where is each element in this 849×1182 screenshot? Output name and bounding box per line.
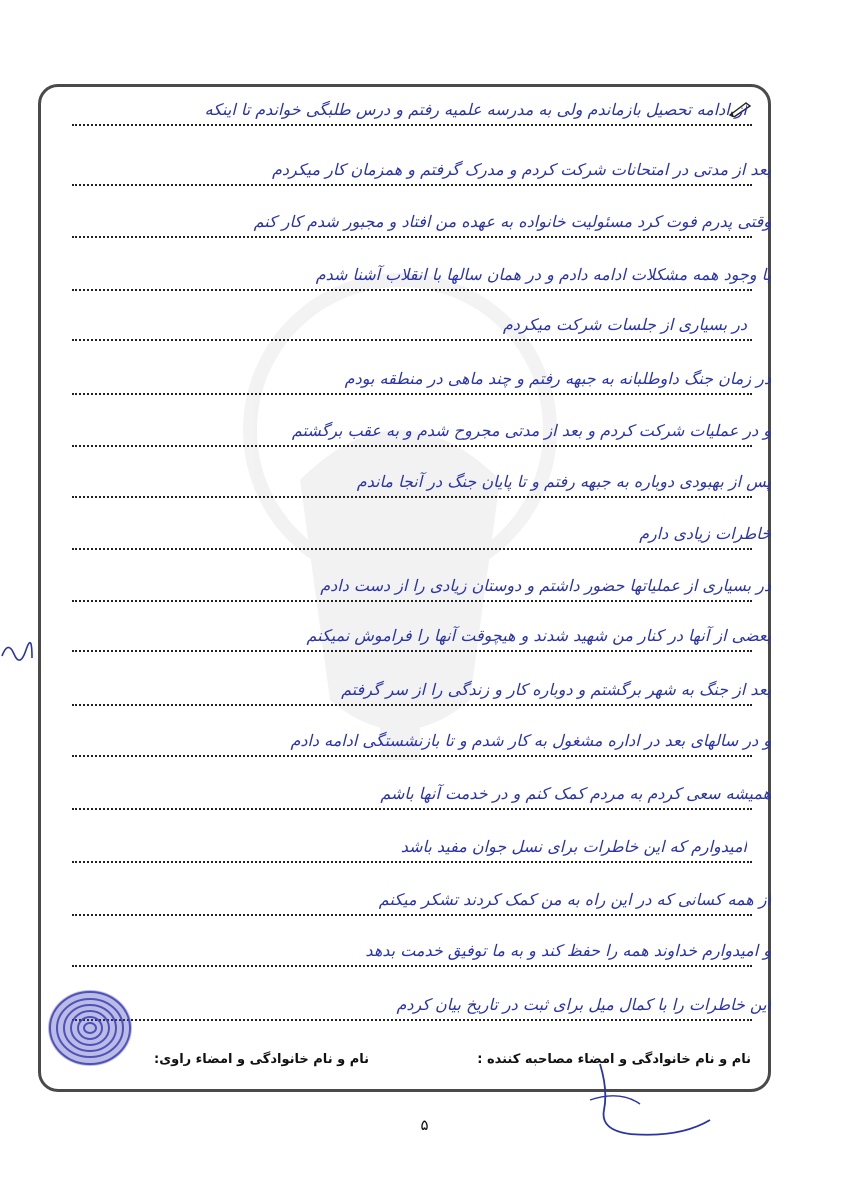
- ruled-line: [72, 808, 752, 810]
- ruled-line: [72, 861, 752, 863]
- handwritten-line: در بسیاری از عملیاتها حضور داشتم و دوستان زیادی را از دست دادم: [320, 576, 771, 595]
- page-number: ۵: [420, 1116, 429, 1134]
- narrator-signature-label: نام و نام خانوادگی و امضاء راوی:: [154, 1052, 369, 1067]
- handwritten-line: بعد از مدتی در امتحانات شرکت کردم و مدرک گرفتم و همزمان کار میکردم: [271, 160, 771, 179]
- ruled-line: [72, 289, 752, 291]
- handwritten-line: این خاطرات را با کمال میل برای ثبت در تاریخ بیان کردم: [396, 995, 771, 1014]
- ruled-line: [72, 236, 752, 238]
- ruled-line: [72, 496, 752, 498]
- ruled-line: [72, 445, 752, 447]
- handwritten-line: امیدوارم که این خاطرات برای نسل جوان مفید باشد: [400, 837, 747, 856]
- ruled-line: [72, 914, 752, 916]
- handwritten-line: پس از بهبودی دوباره به جبهه رفتم و تا پایان جنگ در آنجا ماندم: [356, 472, 771, 491]
- handwritten-line: و امیدوارم خداوند همه را حفظ کند و به ما توفیق خدمت بدهد: [365, 941, 771, 960]
- handwritten-line: بعد از جنگ به شهر برگشتم و دوباره کار و زندگی را از سر گرفتم: [341, 680, 771, 699]
- ruled-line: [72, 704, 752, 706]
- handwritten-line: در زمان جنگ داوطلبانه به جبهه رفتم و چند ماهی در منطقه بودم: [344, 369, 771, 388]
- margin-scribble: [0, 636, 34, 666]
- handwritten-line: با وجود همه مشکلات ادامه دادم و در همان سالها با انقلاب آشنا شدم: [315, 265, 771, 284]
- ruled-line: [72, 393, 752, 395]
- ruled-line: [72, 755, 752, 757]
- handwritten-line: در بسیاری از جلسات شرکت میکردم: [502, 315, 747, 334]
- ruled-line: [72, 339, 752, 341]
- handwritten-line: و در سالهای بعد در اداره مشغول به کار شدم و تا بازنشستگی ادامه دادم: [290, 731, 771, 750]
- ruled-line: [72, 650, 752, 652]
- ruled-line: [72, 600, 752, 602]
- fingerprint: [44, 985, 136, 1071]
- handwritten-line: خاطرات زیادی دارم: [639, 524, 771, 543]
- ruled-line: [72, 184, 752, 186]
- handwritten-line: همیشه سعی کردم به مردم کمک کنم و در خدمت آنها باشم: [380, 784, 771, 803]
- ruled-line: [72, 965, 752, 967]
- handwritten-line: و در عملیات شرکت کردم و بعد از مدتی مجروح شدم و به عقب برگشتم: [291, 421, 771, 440]
- ruled-line: [72, 1019, 752, 1021]
- handwritten-line: بعضی از آنها در کنار من شهید شدند و هیچوقت آنها را فراموش نمیکنم: [306, 626, 771, 645]
- handwritten-line: از همه کسانی که در این راه به من کمک کردند تشکر میکنم: [378, 890, 771, 909]
- interviewer-signature-label: نام و نام خانوادگی و امضاء مصاحبه کننده :: [477, 1052, 751, 1067]
- handwritten-line: وقتی پدرم فوت کرد مسئولیت خانواده به عهده من افتاد و مجبور شدم کار کنم: [253, 212, 771, 231]
- ruled-line: [72, 548, 752, 550]
- handwritten-line: از ادامه تحصیل بازماندم ولی به مدرسه علمیه رفتم و درس طلبگی خواندم تا اینکه: [204, 100, 747, 119]
- ruled-line: [72, 124, 752, 126]
